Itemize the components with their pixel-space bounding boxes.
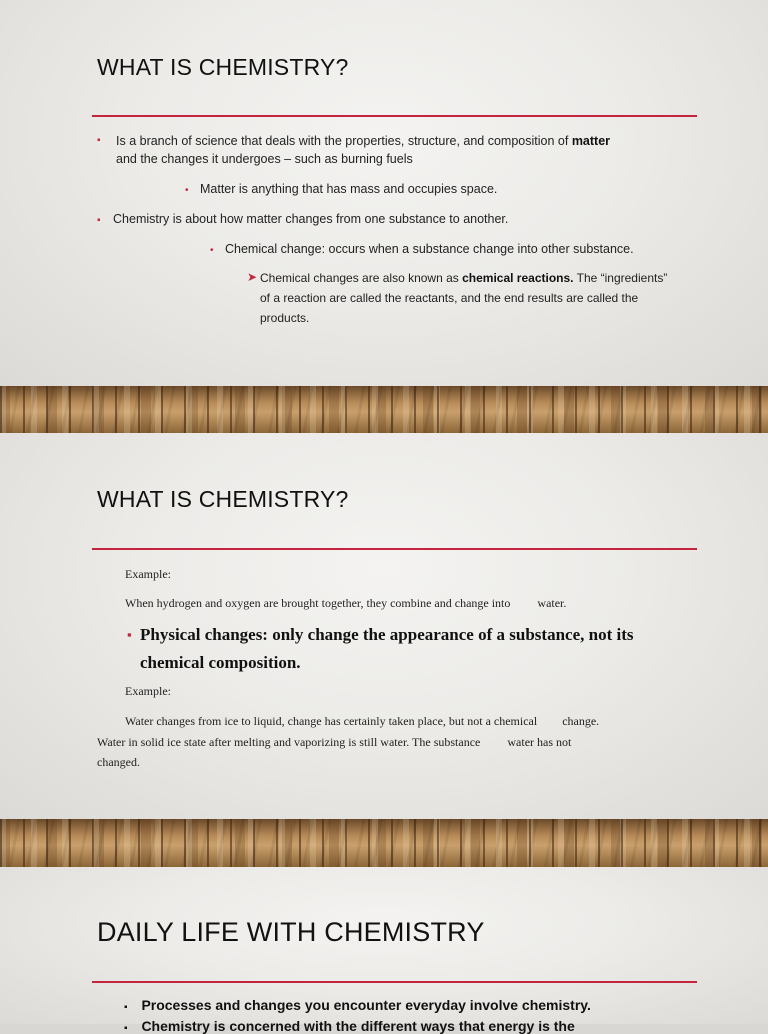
slide-2-example-2-text: [97, 711, 599, 773]
slide-2-example-2-label: Example:: [125, 684, 171, 698]
physical-changes-line2: chemical composition.: [140, 653, 301, 672]
wood-floor-band-1: [0, 386, 768, 433]
example-2-line2-b: water has not: [507, 734, 572, 749]
bullet-square-icon: ▪: [97, 215, 101, 226]
slide-2-title-rule: [92, 548, 697, 550]
wood-floor-band-2: [0, 819, 768, 867]
dot-bullet-icon: •: [210, 245, 214, 256]
example-2-line1-b: change.: [562, 714, 600, 728]
slide-3-bullet-1: [124, 997, 591, 1013]
example-2-line1-a: Water changes from ice to liquid, change has certainly taken place, but not a chemical: [125, 714, 538, 728]
sub-sub-bullet-text-a: Chemical changes are also known as: [260, 271, 463, 285]
sub-sub-bullet-line2: of a reaction are called the reactants, and the end results are called the: [260, 291, 639, 305]
slide-1-bullet-1-text: Is a branch of science that deals with the properties, structure, and composition of: [116, 134, 572, 148]
slide-1: [0, 0, 768, 386]
slide-2-example-1-label: Example:: [125, 567, 171, 581]
bullet-square-icon: ▪: [127, 627, 132, 642]
slide-2-example-1-text: [125, 596, 566, 611]
slide-1-sub-bullet-2-text: Chemical change: occurs when a substance change into other substance.: [225, 242, 634, 256]
slide-1-sub-bullet-1-text: Matter is anything that has mass and occupies space.: [200, 182, 498, 196]
bullet-square-icon: ▪: [124, 1002, 128, 1013]
slide-2: [0, 433, 768, 819]
slide-3-title: DAILY LIFE WITH CHEMISTRY: [97, 917, 485, 947]
sub-sub-bullet-line3: products.: [260, 311, 310, 325]
sub-sub-bullet-bold: chemical reactions.: [462, 271, 574, 285]
physical-changes-line1: Physical changes: only change the appearance of a substance, not its: [140, 625, 634, 644]
slide-1-title-rule: [92, 115, 697, 117]
slide-1-sub-bullet-1: [185, 180, 497, 200]
slide-3-title-rule: [92, 981, 697, 983]
slide-3: [0, 867, 768, 1034]
dot-bullet-icon: •: [185, 185, 189, 196]
slide-1-sub-sub-bullet: [247, 268, 697, 328]
bullet-square-icon: ▪: [124, 1023, 128, 1034]
bullet-square-icon: ▪: [97, 135, 101, 146]
slide-3-bullet-2: [124, 1018, 575, 1034]
slide-1-bullet-1-bold: matter: [571, 134, 611, 148]
example-2-line3: changed.: [97, 755, 140, 769]
example-1-text-b: water.: [537, 596, 567, 610]
slide-1-bullet-2-text: Chemistry is about how matter changes from one substance to another.: [113, 212, 509, 226]
slide-2-physical-changes-bullet: [127, 621, 687, 677]
slide-1-sub-bullet-2: [210, 240, 634, 260]
example-1-text-a: When hydrogen and oxygen are brought together, they combine and change into: [125, 596, 511, 610]
slide-1-bullet-2: [97, 210, 508, 230]
arrow-bullet-icon: ➤: [247, 270, 258, 284]
slide-1-bullet-1: [97, 132, 687, 168]
slide-3-bullet-1-text: Processes and changes you encounter everyday involve chemistry.: [141, 997, 591, 1013]
slide-2-title: WHAT IS CHEMISTRY?: [97, 486, 349, 512]
example-2-line2-a: Water in solid ice state after melting and vaporizing is still water. The substance: [97, 734, 481, 749]
slide-1-title: WHAT IS CHEMISTRY?: [97, 54, 349, 80]
slide-1-bullet-1-line2: and the changes it undergoes – such as burning fuels: [116, 152, 413, 166]
slide-3-bullet-2-text: Chemistry is concerned with the different ways that energy is the: [141, 1018, 575, 1034]
sub-sub-bullet-text-b: The “ingredients”: [573, 271, 668, 285]
